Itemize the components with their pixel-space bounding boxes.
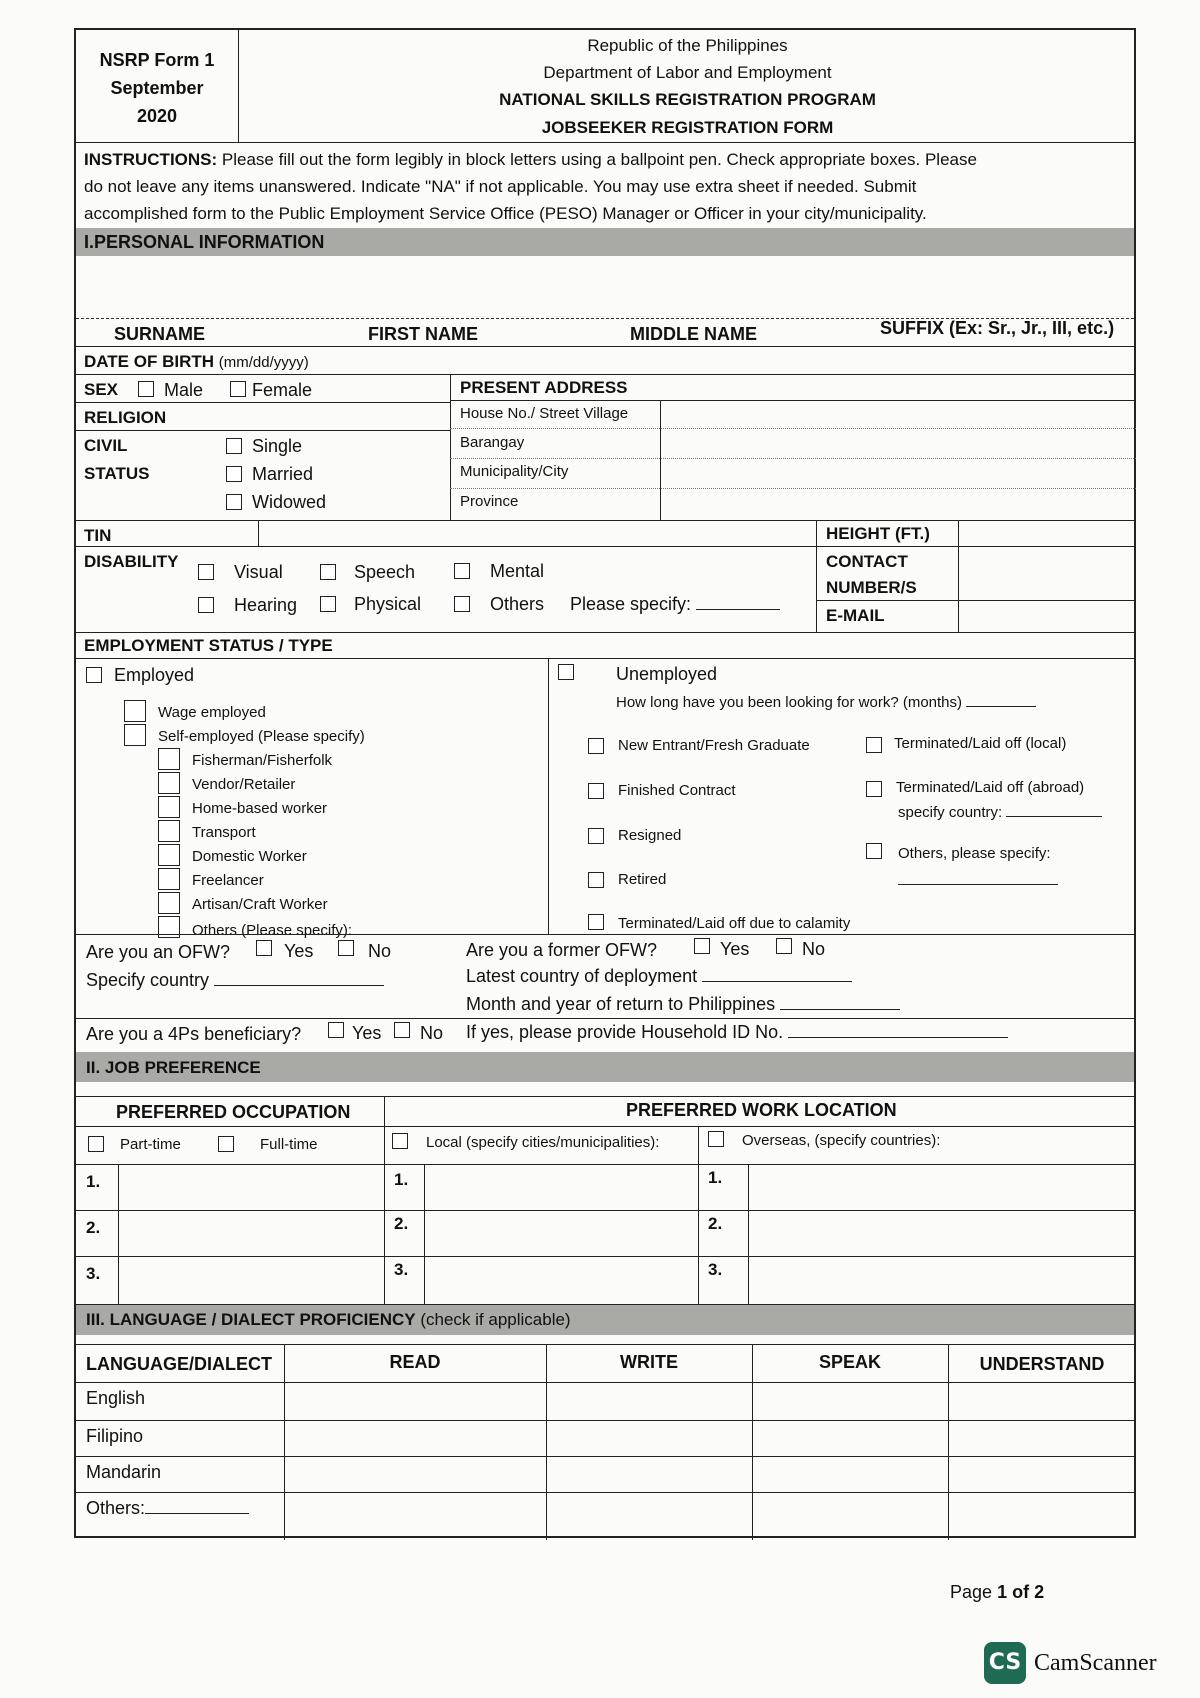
form-month: September [110,78,204,98]
others-unemployed-checkbox[interactable] [866,843,882,859]
line-job-row-2 [74,1210,1136,1211]
municipality-label: Municipality/City [460,463,569,480]
local-number-divider [424,1164,425,1304]
local-row-1-number: 1. [394,1170,409,1189]
line-after-address [74,520,1136,521]
lang-header-speak: SPEAK [818,1352,881,1372]
contact-label: CONTACT [826,552,908,571]
lang-header-understand: UNDERSTAND [979,1354,1105,1374]
employed-label: Employed [114,665,195,685]
unemployed-label: Unemployed [616,664,718,684]
widowed-checkbox[interactable] [226,494,242,510]
lang-col-divider-1 [284,1344,285,1540]
mental-label: Mental [490,561,545,581]
fisherman-label: Fisherman/Fisherfolk [192,752,333,769]
line-after-employment [74,934,1136,935]
line-job-row-1 [74,1164,1136,1165]
instructions-line-3: accomplished form to the Public Employment Service Office (PESO) Manager or Officer in your city/municipality. [84,204,927,223]
others-self-label: Others (Please specify): [192,920,486,939]
artisan-checkbox[interactable] [158,892,180,914]
email-label: E-MAIL [826,606,885,625]
overseas-row-1-number: 1. [708,1168,723,1187]
occ-row-3-number: 3. [86,1264,101,1283]
fisherman-checkbox[interactable] [158,748,180,770]
line-lang-row-1 [74,1420,1136,1421]
former-yes-label: Yes [720,939,750,959]
job-col-divider-1 [384,1096,385,1304]
address-line-2 [450,458,1136,459]
middle-name-label: MIDDLE NAME [630,324,757,344]
section-title-language: III. LANGUAGE / DIALECT PROFICIENCY (check if applicable) [86,1310,571,1329]
line-after-name [74,346,1136,347]
first-name-label: FIRST NAME [368,324,478,344]
domestic-worker-label: Domestic Worker [192,848,307,865]
vendor-checkbox[interactable] [158,772,180,794]
lang-row-filipino: Filipino [86,1426,144,1446]
ofw-yes-label: Yes [284,941,314,961]
domestic-worker-checkbox[interactable] [158,844,180,866]
former-no-label: No [802,939,826,959]
speech-checkbox[interactable] [320,564,336,580]
specify-country-label: specify country: [898,802,1102,821]
others-disability-label: Others [490,594,545,614]
full-time-label: Full-time [260,1136,318,1153]
instructions-line-2: do not leave any items unanswered. Indicate "NA" if not applicable. You may use extra sheet if needed. Submit [84,177,917,196]
section-title-job: II. JOB PREFERENCE [86,1058,261,1077]
lang-header-language: LANGUAGE/DIALECT [86,1354,272,1374]
former-ofw-label: Are you a former OFW? [466,940,658,960]
fourps-yes-checkbox[interactable] [328,1022,344,1038]
female-label: Female [252,380,313,400]
occ-number-divider [118,1164,119,1304]
line-after-employment-title [74,658,1136,659]
ofw-country-label: Specify country [86,970,384,991]
former-no-checkbox[interactable] [776,938,792,954]
section-title-personal: I.PERSONAL INFORMATION [84,232,325,252]
address-line-3 [450,488,1136,489]
job-col-divider-2 [698,1126,699,1304]
line-language-top [74,1344,1136,1345]
freelancer-label: Freelancer [192,872,264,889]
province-label: Province [460,493,519,510]
artisan-label: Artisan/Craft Worker [192,896,328,913]
transport-label: Transport [192,824,256,841]
wage-employed-label: Wage employed [158,704,266,721]
retired-label: Retired [618,871,667,888]
address-field-divider [660,400,661,520]
finished-contract-checkbox[interactable] [588,783,604,799]
overseas-row-2-number: 2. [708,1214,723,1233]
employment-divider [548,658,549,934]
home-based-checkbox[interactable] [158,796,180,818]
line-lang-row-2 [74,1456,1136,1457]
full-time-checkbox[interactable] [218,1136,234,1152]
line-lang-row-3 [74,1492,1136,1493]
line-after-sex [74,402,450,403]
camscanner-logo-icon: CS [984,1642,1026,1684]
wage-employed-checkbox[interactable] [124,700,146,722]
fourps-no-checkbox[interactable] [394,1022,410,1038]
single-checkbox[interactable] [226,438,242,454]
height-label: HEIGHT (FT.) [826,524,930,543]
terminated-abroad-checkbox[interactable] [866,781,882,797]
others-unemployed-label: Others, please specify: [898,845,1051,862]
others-disability-checkbox[interactable] [454,596,470,612]
lang-header-read: READ [389,1352,441,1372]
resigned-label: Resigned [618,827,682,844]
part-time-checkbox[interactable] [88,1136,104,1152]
male-label: Male [164,380,204,400]
lang-col-divider-3 [752,1344,753,1540]
vendor-label: Vendor/Retailer [192,776,296,793]
instructions-line-1: INSTRUCTIONS: Please fill out the form legibly in block letters using a ballpoint pen. Check appropriate boxes. Please [84,150,977,169]
part-time-label: Part-time [120,1136,181,1153]
overseas-label: Overseas, (specify countries): [742,1132,941,1149]
married-label: Married [252,464,314,484]
are-ofw-label: Are you an OFW? [86,942,231,962]
form-year: 2020 [136,106,178,126]
finished-contract-label: Finished Contract [618,782,736,799]
employed-checkbox[interactable] [86,667,102,683]
freelancer-checkbox[interactable] [158,868,180,890]
address-line-top [450,400,1136,401]
single-label: Single [252,436,303,456]
page-number: Page 1 of 2 [950,1582,1045,1602]
address-divider [450,374,451,520]
overseas-number-divider [748,1164,749,1304]
retired-checkbox[interactable] [588,872,604,888]
latest-country-label: Latest country of deployment [466,966,852,987]
fourps-label: Are you a 4Ps beneficiary? [86,1024,302,1044]
mental-checkbox[interactable] [454,563,470,579]
suffix-label: SUFFIX (Ex: Sr., Jr., III, etc.) [880,318,1115,338]
line-after-ofw [74,1018,1136,1019]
fourps-yes-label: Yes [352,1023,382,1043]
line-after-contact [816,600,1136,601]
transport-checkbox[interactable] [158,820,180,842]
hearing-checkbox[interactable] [198,597,214,613]
line-after-dob [74,374,1136,375]
status-label: STATUS [84,464,150,483]
married-checkbox[interactable] [226,466,242,482]
widowed-label: Widowed [252,492,327,512]
lang-col-divider-2 [546,1344,547,1540]
physical-checkbox[interactable] [320,596,336,612]
hearing-label: Hearing [234,595,298,615]
header-divider [238,28,239,142]
line-after-religion [74,430,450,431]
male-checkbox[interactable] [138,381,154,397]
sex-label: SEX [84,380,119,399]
header-bottom-line [74,142,1136,143]
lang-row-others: Others: [86,1498,249,1519]
disability-label: DISABILITY [84,552,179,571]
line-after-tin [74,546,1136,547]
terminated-local-label: Terminated/Laid off (local) [894,735,1067,752]
line-lang-header [74,1382,1136,1383]
religion-label: RELIGION [84,408,167,427]
home-based-label: Home-based worker [192,800,328,817]
local-row-3-number: 3. [394,1260,409,1279]
civil-label: CIVIL [84,436,128,455]
calamity-label: Terminated/Laid off due to calamity [618,915,851,932]
female-checkbox[interactable] [230,381,246,397]
disability-specify: Please specify: [570,594,780,615]
local-label: Local (specify cities/municipalities): [426,1134,660,1151]
lang-row-english: English [86,1388,146,1408]
resigned-checkbox[interactable] [588,828,604,844]
preferred-occupation-label: PREFERRED OCCUPATION [116,1102,351,1122]
house-no-label: House No./ Street Village [460,405,629,422]
calamity-checkbox[interactable] [588,914,604,930]
overseas-checkbox[interactable] [708,1131,724,1147]
address-line-1 [450,428,1136,429]
form-number: NSRP Form 1 [99,50,215,70]
self-employed-checkbox[interactable] [124,724,146,746]
overseas-row-3-number: 3. [708,1260,723,1279]
ofw-yes-checkbox[interactable] [256,940,272,956]
republic-line: Republic of the Philippines [587,36,788,55]
lang-row-mandarin: Mandarin [86,1462,162,1482]
visual-checkbox[interactable] [198,564,214,580]
terminated-local-checkbox[interactable] [866,737,882,753]
self-employed-label: Self-employed (Please specify) [158,728,365,745]
ofw-no-label: No [368,941,392,961]
ofw-no-checkbox[interactable] [338,940,354,956]
local-checkbox[interactable] [392,1133,408,1149]
return-date-label: Month and year of return to Philippines [466,994,900,1015]
tin-label: TIN [84,526,112,545]
contact-block-mid [958,520,959,632]
lang-header-write: WRITE [620,1352,678,1372]
new-entrant-label: New Entrant/Fresh Graduate [618,737,810,754]
line-job-row-3 [74,1256,1136,1257]
terminated-abroad-label: Terminated/Laid off (abroad) [896,779,1085,796]
camscanner-text: CamScanner [1034,1650,1157,1676]
tin-divider [258,520,259,546]
preferred-location-label: PREFERRED WORK LOCATION [626,1100,897,1120]
dob-label: DATE OF BIRTH (mm/dd/yyyy) [84,352,309,371]
form-title: JOBSEEKER REGISTRATION FORM [541,118,834,137]
contact-block-left [816,520,817,632]
barangay-label: Barangay [460,434,525,451]
unemployed-checkbox[interactable] [558,664,574,680]
household-id-label: If yes, please provide Household ID No. [466,1022,1008,1043]
occ-row-2-number: 2. [86,1218,101,1237]
new-entrant-checkbox[interactable] [588,738,604,754]
contact-label-2: NUMBER/S [826,578,917,597]
program-line: NATIONAL SKILLS REGISTRATION PROGRAM [499,90,876,109]
employment-title: EMPLOYMENT STATUS / TYPE [84,636,333,655]
department-line: Department of Labor and Employment [543,63,832,82]
former-yes-checkbox[interactable] [694,938,710,954]
occ-row-1-number: 1. [86,1172,101,1191]
others-unemployed-line [898,884,1058,885]
fourps-no-label: No [420,1023,444,1043]
local-row-2-number: 2. [394,1214,409,1233]
line-after-disability [74,632,1136,633]
surname-label: SURNAME [114,324,206,344]
line-job-top [74,1096,1136,1097]
present-address-label: PRESENT ADDRESS [460,378,628,397]
line-after-job-headers [74,1126,1136,1127]
speech-label: Speech [354,562,416,582]
how-long-label: How long have you been looking for work? (months) [616,692,1036,711]
visual-label: Visual [234,562,283,582]
physical-label: Physical [354,594,422,614]
